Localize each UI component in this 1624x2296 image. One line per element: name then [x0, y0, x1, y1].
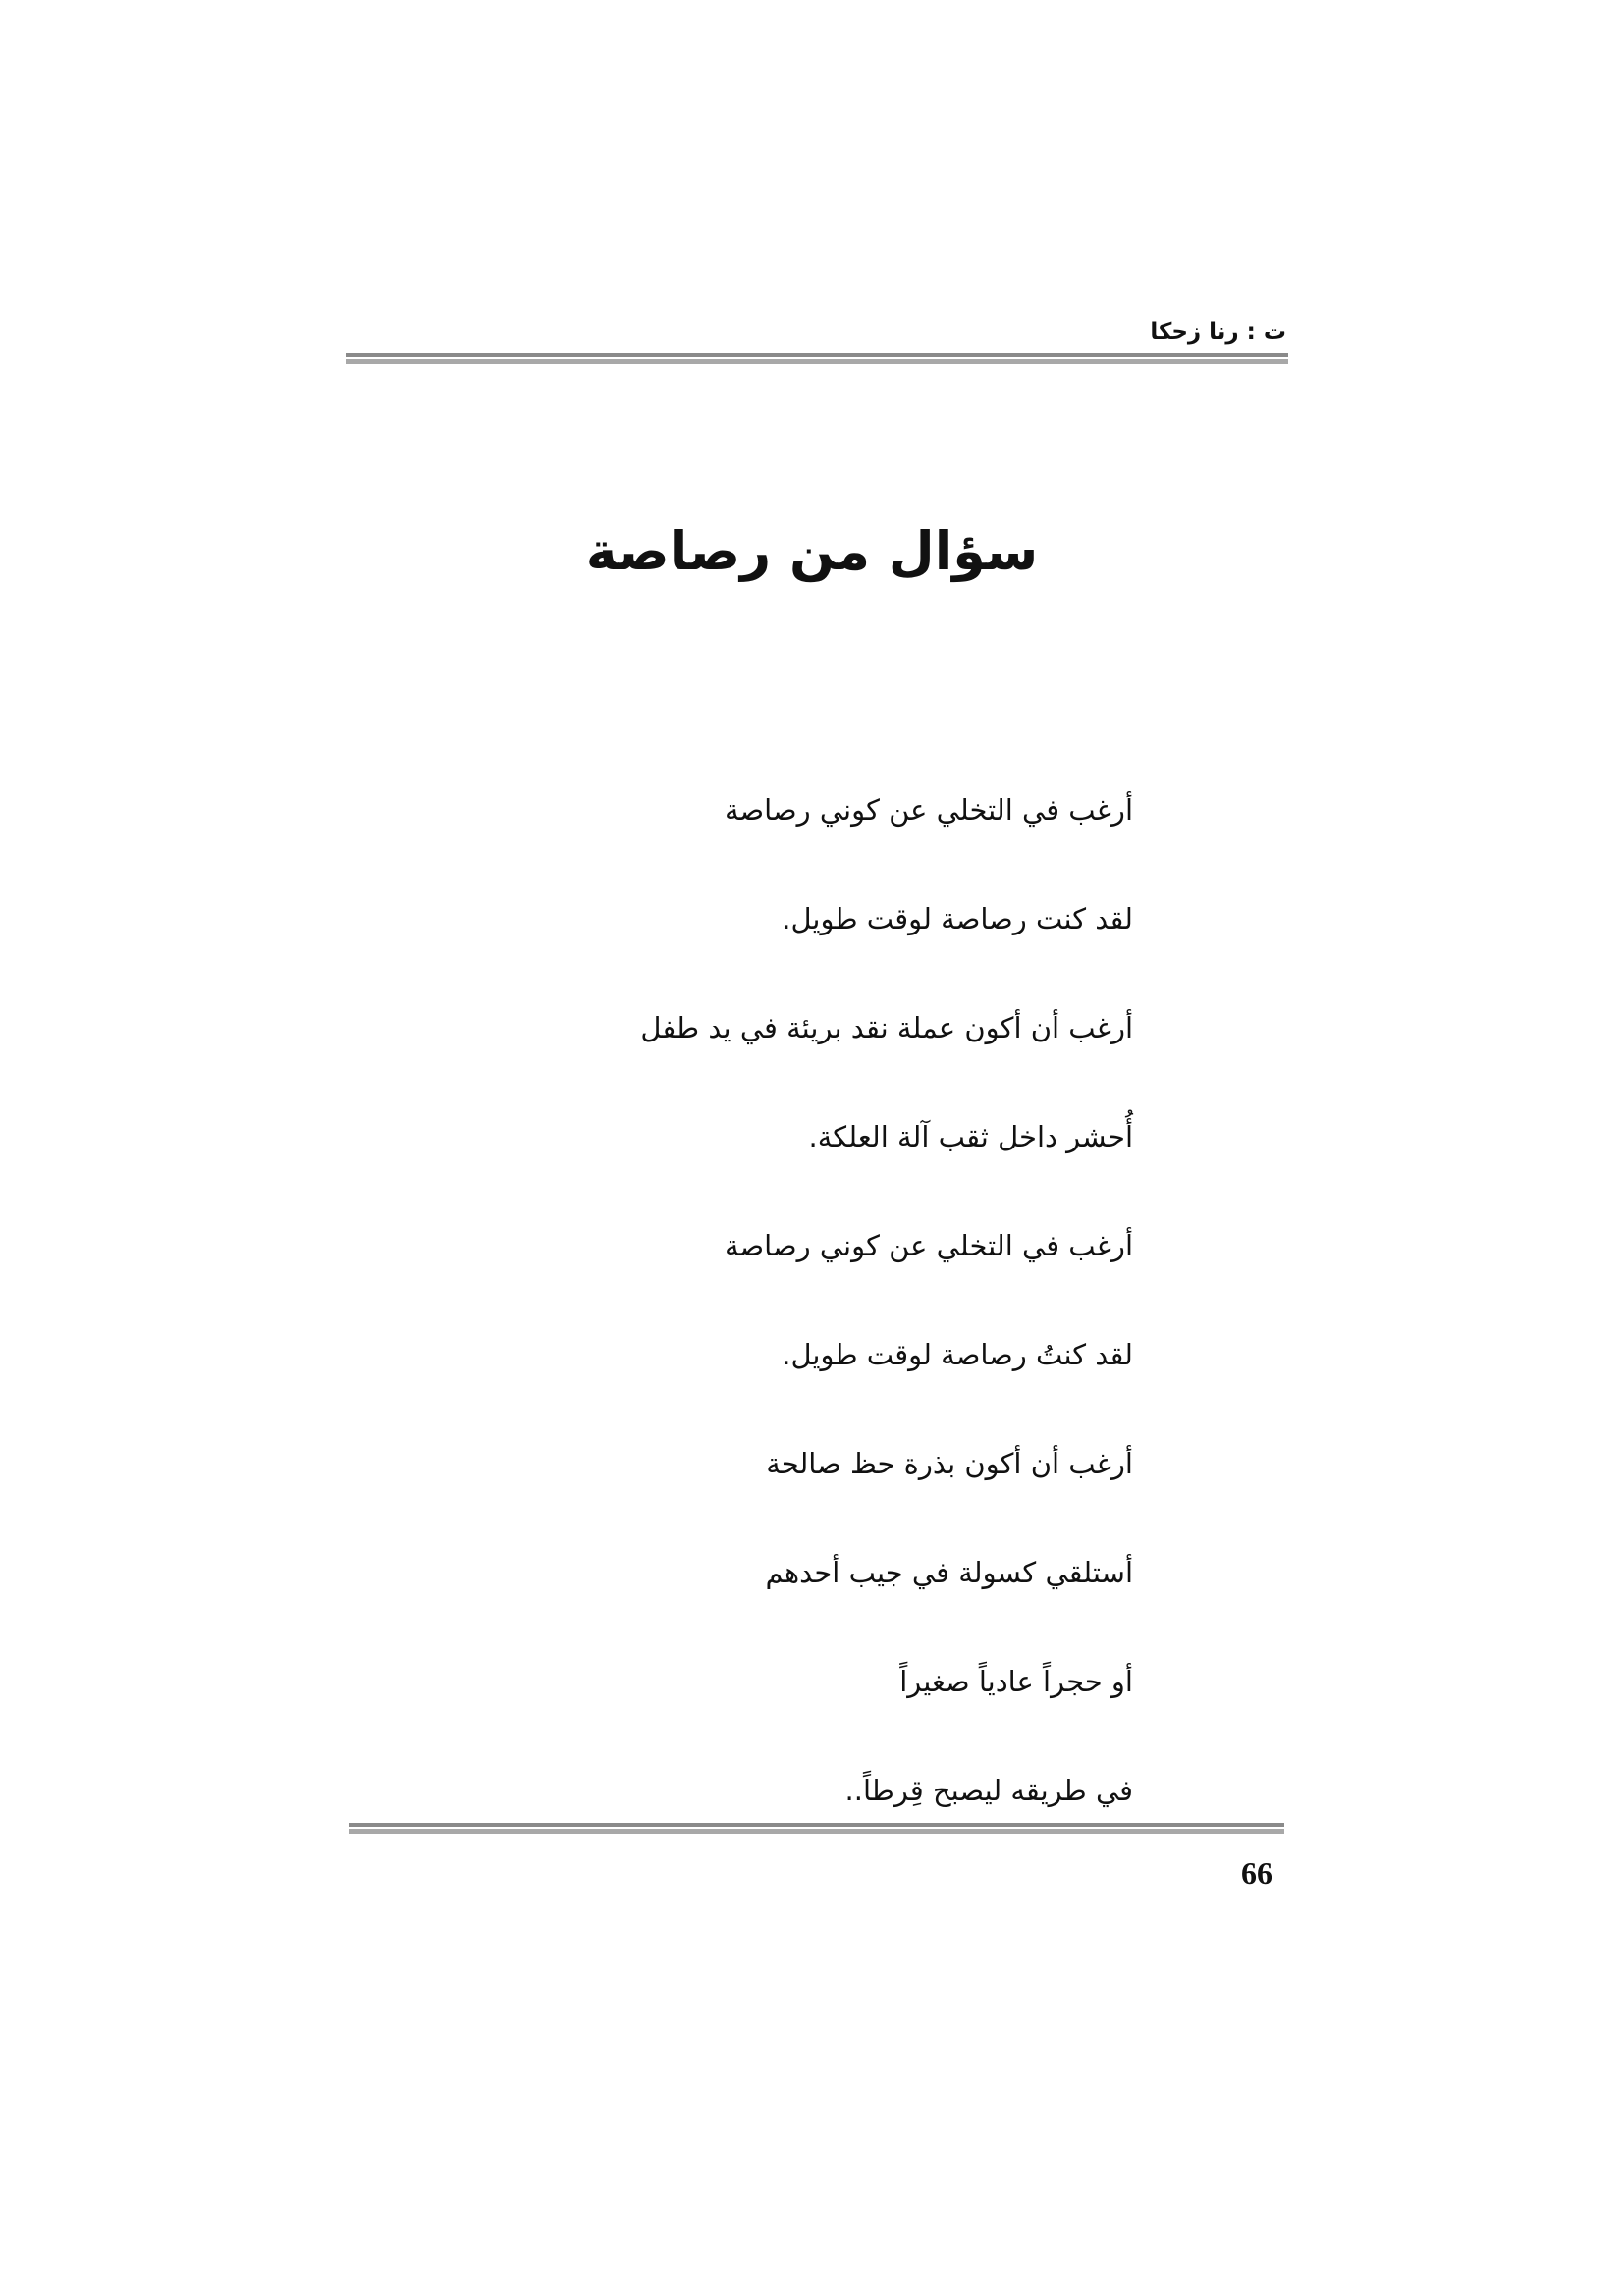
poem-title: سؤال من رصاصة [585, 520, 1039, 582]
poem-body [640, 785, 1133, 1875]
poem-line: أرغب في التخلي عن كوني رصاصة [724, 793, 1133, 827]
poem-line: أرغب في التخلي عن كوني رصاصة [724, 1229, 1133, 1262]
poem-line: أرغب أن أكون بذرة حظ صالحة [766, 1447, 1133, 1480]
translator-credit: ت : رنا زحكا [1150, 319, 1286, 345]
poem-line: أُحشر داخل ثقب آلة العلكة. [808, 1120, 1133, 1153]
header-divider [346, 353, 1288, 364]
footer-divider [349, 1823, 1284, 1834]
poem-line: أرغب أن أكون عملة نقد بريئة في يد طفل [640, 1011, 1133, 1044]
poem-line: لقد كنت رصاصة لوقت طويل. [782, 902, 1133, 935]
page-number: 66 [1241, 1855, 1272, 1891]
poem-line: في طريقه ليصبح قِرطاً.. [844, 1774, 1133, 1807]
poem-line: أستلقي كسولة في جيب أحدهم [765, 1556, 1133, 1589]
poem-line: لقد كنتُ رصاصة لوقت طويل. [782, 1338, 1133, 1371]
poem-line: أو حجراً عادياً صغيراً [899, 1665, 1133, 1698]
